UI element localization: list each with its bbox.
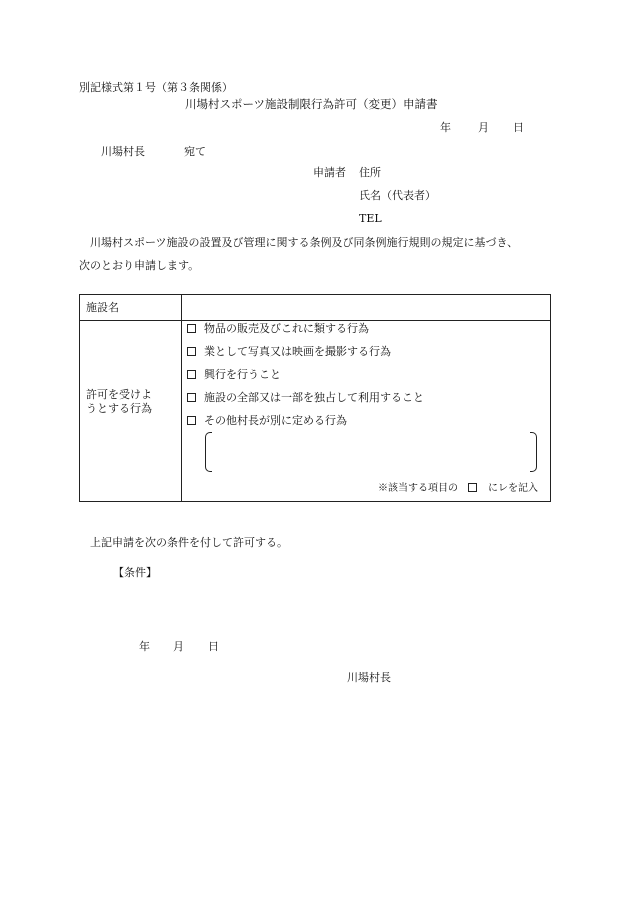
- checkbox-instruction: [378, 482, 538, 496]
- approval-date-month: 月: [173, 640, 184, 653]
- intro-line-2: 次のとおり申請します。: [79, 259, 200, 272]
- checkbox[interactable]: [187, 347, 196, 356]
- table-column-divider: [181, 295, 182, 501]
- date-year: 年: [440, 121, 451, 134]
- left-bracket: [205, 432, 212, 472]
- checkbox[interactable]: [187, 370, 196, 379]
- purpose-label-line-1: 許可を受けよ: [86, 388, 152, 401]
- approval-date-day: 日: [208, 640, 219, 653]
- application-table: [79, 294, 551, 502]
- addressee-suffix: 宛て: [184, 145, 206, 158]
- conditions-label: 【条件】: [113, 566, 157, 579]
- right-bracket: [530, 432, 537, 472]
- option-label: その他村長が別に定める行為: [204, 414, 347, 427]
- checkbox-sample-icon: [468, 483, 477, 492]
- tel-label: TEL: [359, 212, 382, 225]
- address-label: 住所: [359, 166, 381, 179]
- checkbox[interactable]: [187, 393, 196, 402]
- checkbox[interactable]: [187, 416, 196, 425]
- addressee-name: 川場村長: [101, 145, 145, 158]
- purpose-label-line-2: うとする行為: [86, 402, 152, 415]
- note-text-after: にレを記入: [488, 483, 538, 494]
- option-sales[interactable]: [187, 322, 369, 336]
- option-label: 興行を行うこと: [204, 368, 281, 381]
- approval-statement: 上記申請を次の条件を付して許可する。: [90, 536, 288, 549]
- approval-date-year: 年: [139, 640, 150, 653]
- option-exclusive-use[interactable]: [187, 391, 424, 405]
- name-label: 氏名（代表者）: [359, 189, 436, 202]
- table-row-divider: [80, 320, 550, 321]
- applicant-label: 申請者: [313, 166, 346, 179]
- approver-signature: 川場村長: [347, 671, 391, 684]
- page-title: 川場村スポーツ施設制限行為許可（変更）申請書: [185, 97, 438, 111]
- option-label: 物品の販売及びこれに類する行為: [204, 322, 369, 335]
- note-text-before: ※該当する項目の: [378, 483, 458, 494]
- checkbox[interactable]: [187, 324, 196, 333]
- option-label: 施設の全部又は一部を独占して利用すること: [204, 391, 424, 404]
- purpose-label: [86, 388, 152, 416]
- option-other[interactable]: [187, 414, 347, 428]
- option-performance[interactable]: [187, 368, 281, 382]
- option-label: 業として写真又は映画を撮影する行為: [204, 345, 391, 358]
- option-filming[interactable]: [187, 345, 391, 359]
- form-number: 別記様式第１号（第３条関係）: [79, 81, 233, 94]
- date-day: 日: [513, 121, 524, 134]
- intro-line-1: 川場村スポーツ施設の設置及び管理に関する条例及び同条例施行規則の規定に基づき、: [90, 236, 519, 249]
- facility-label: 施設名: [86, 301, 119, 314]
- date-month: 月: [478, 121, 489, 134]
